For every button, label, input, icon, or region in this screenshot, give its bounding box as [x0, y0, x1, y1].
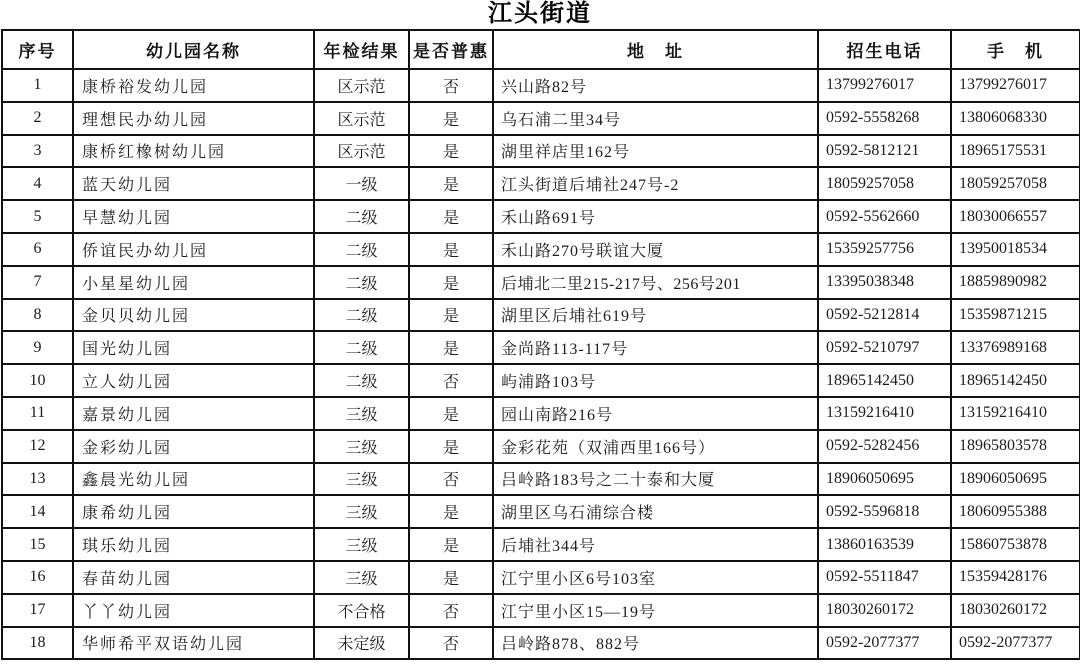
table-row	[2, 299, 1080, 332]
table-row	[2, 528, 1080, 561]
table-cell: 0592-2077377	[951, 627, 1080, 660]
column-header: 是否普惠	[409, 30, 493, 69]
table-cell: 18030066557	[951, 200, 1080, 233]
table-cell: 蓝天幼儿园	[73, 167, 314, 200]
table-cell: 康桥裕发幼儿园	[73, 69, 314, 102]
table-cell: 屿浦路103号	[493, 364, 818, 397]
table-cell: 三级	[314, 397, 409, 430]
table-cell: 0592-5562660	[818, 200, 951, 233]
table-cell: 江宁里小区6号103室	[493, 561, 818, 594]
table-cell: 嘉景幼儿园	[73, 397, 314, 430]
table-cell: 3	[2, 135, 73, 168]
table-cell: 禾山路270号联谊大厦	[493, 233, 818, 266]
table-row	[2, 561, 1080, 594]
table-row	[2, 495, 1080, 528]
table-row	[2, 397, 1080, 430]
table-cell: 二级	[314, 233, 409, 266]
table-cell: 丫丫幼儿园	[73, 594, 314, 627]
table-cell: 是	[409, 528, 493, 561]
table-cell: 后埔社344号	[493, 528, 818, 561]
table-row	[2, 430, 1080, 463]
table-cell: 侨谊民办幼儿园	[73, 233, 314, 266]
column-header: 幼儿园名称	[73, 30, 314, 69]
table-row	[2, 233, 1080, 266]
table-cell: 是	[409, 495, 493, 528]
table-row	[2, 102, 1080, 135]
table-cell: 湖里区后埔社619号	[493, 299, 818, 332]
table-cell: 是	[409, 561, 493, 594]
table-cell: 理想民办幼儿园	[73, 102, 314, 135]
table-cell: 6	[2, 233, 73, 266]
table-cell: 不合格	[314, 594, 409, 627]
table-cell: 11	[2, 397, 73, 430]
table-cell: 是	[409, 200, 493, 233]
table-cell: 0592-5212814	[818, 299, 951, 332]
table-cell: 是	[409, 233, 493, 266]
table-cell: 二级	[314, 299, 409, 332]
table-cell: 春苗幼儿园	[73, 561, 314, 594]
table-cell: 区示范	[314, 69, 409, 102]
table-cell: 康桥红橡树幼儿园	[73, 135, 314, 168]
table-row	[2, 331, 1080, 364]
table-cell: 0592-5596818	[818, 495, 951, 528]
table-cell: 三级	[314, 463, 409, 496]
table-row	[2, 364, 1080, 397]
table-cell: 15860753878	[951, 528, 1080, 561]
table-cell: 17	[2, 594, 73, 627]
table-cell: 5	[2, 200, 73, 233]
table-row	[2, 69, 1080, 102]
table-cell: 0592-5282456	[818, 430, 951, 463]
table-cell: 是	[409, 266, 493, 299]
table-cell: 0592-5210797	[818, 331, 951, 364]
table-cell: 是	[409, 397, 493, 430]
table-cell: 18965142450	[818, 364, 951, 397]
table-cell: 13860163539	[818, 528, 951, 561]
table-cell: 小星星幼儿园	[73, 266, 314, 299]
table-cell: 吕岭路183号之二十泰和大厦	[493, 463, 818, 496]
table-cell: 禾山路691号	[493, 200, 818, 233]
table-cell: 18059257058	[951, 167, 1080, 200]
table-row	[2, 167, 1080, 200]
table-cell: 三级	[314, 561, 409, 594]
table-cell: 10	[2, 364, 73, 397]
table-cell: 0592-5511847	[818, 561, 951, 594]
table-cell: 18965142450	[951, 364, 1080, 397]
table-cell: 是	[409, 135, 493, 168]
table-cell: 9	[2, 331, 73, 364]
table-row	[2, 266, 1080, 299]
table-cell: 康希幼儿园	[73, 495, 314, 528]
table-cell: 18906050695	[951, 463, 1080, 496]
table-cell: 立人幼儿园	[73, 364, 314, 397]
table-cell: 三级	[314, 495, 409, 528]
table-body	[2, 69, 1080, 659]
table-cell: 是	[409, 102, 493, 135]
column-header: 地 址	[493, 30, 818, 69]
table-cell: 湖里区乌石浦综合楼	[493, 495, 818, 528]
table-cell: 13	[2, 463, 73, 496]
table-cell: 18060955388	[951, 495, 1080, 528]
table-cell: 否	[409, 627, 493, 660]
table-row	[2, 627, 1080, 660]
table-row	[2, 135, 1080, 168]
table-cell: 早慧幼儿园	[73, 200, 314, 233]
table-cell: 二级	[314, 200, 409, 233]
table-cell: 13376989168	[951, 331, 1080, 364]
table-cell: 华师希平双语幼儿园	[73, 627, 314, 660]
table-cell: 2	[2, 102, 73, 135]
table-cell: 金贝贝幼儿园	[73, 299, 314, 332]
table-cell: 三级	[314, 430, 409, 463]
table-cell: 14	[2, 495, 73, 528]
table-cell: 4	[2, 167, 73, 200]
table-cell: 13950018534	[951, 233, 1080, 266]
table-cell: 吕岭路878、882号	[493, 627, 818, 660]
table-cell: 15359428176	[951, 561, 1080, 594]
table-cell: 园山南路216号	[493, 397, 818, 430]
table-cell: 是	[409, 167, 493, 200]
table-cell: 乌石浦二里34号	[493, 102, 818, 135]
table-cell: 否	[409, 463, 493, 496]
table-cell: 否	[409, 69, 493, 102]
table-cell: 金尚路113-117号	[493, 331, 818, 364]
table-cell: 15359871215	[951, 299, 1080, 332]
table-row	[2, 463, 1080, 496]
table-cell: 16	[2, 561, 73, 594]
table-cell: 区示范	[314, 135, 409, 168]
table-cell: 18965175531	[951, 135, 1080, 168]
table-cell: 15	[2, 528, 73, 561]
table-cell: 兴山路82号	[493, 69, 818, 102]
table-cell: 金彩花苑（双浦西里166号）	[493, 430, 818, 463]
table-cell: 金彩幼儿园	[73, 430, 314, 463]
table-cell: 否	[409, 594, 493, 627]
page-title: 江头街道	[488, 1, 592, 27]
table-cell: 13799276017	[818, 69, 951, 102]
table-cell: 18965803578	[951, 430, 1080, 463]
table-cell: 0592-5558268	[818, 102, 951, 135]
table-cell: 13799276017	[951, 69, 1080, 102]
table-cell: 是	[409, 331, 493, 364]
column-header: 招生电话	[818, 30, 951, 69]
table-cell: 区示范	[314, 102, 409, 135]
table-cell: 国光幼儿园	[73, 331, 314, 364]
table-cell: 8	[2, 299, 73, 332]
table-cell: 13159216410	[951, 397, 1080, 430]
table-row	[2, 200, 1080, 233]
table-cell: 一级	[314, 167, 409, 200]
table-cell: 0592-2077377	[818, 627, 951, 660]
header-row	[2, 30, 1080, 69]
table-cell: 1	[2, 69, 73, 102]
table-cell: 是	[409, 430, 493, 463]
table-cell: 鑫晨光幼儿园	[73, 463, 314, 496]
table-cell: 0592-5812121	[818, 135, 951, 168]
column-header: 序号	[2, 30, 73, 69]
table-cell: 13159216410	[818, 397, 951, 430]
table-cell: 12	[2, 430, 73, 463]
table-row	[2, 594, 1080, 627]
table-cell: 江头街道后埔社247号-2	[493, 167, 818, 200]
column-header: 手 机	[951, 30, 1080, 69]
table-cell: 二级	[314, 364, 409, 397]
table-cell: 7	[2, 266, 73, 299]
table-cell: 18030260172	[818, 594, 951, 627]
table-cell: 18059257058	[818, 167, 951, 200]
table-cell: 18	[2, 627, 73, 660]
table-cell: 未定级	[314, 627, 409, 660]
table-cell: 江宁里小区15—19号	[493, 594, 818, 627]
table-cell: 二级	[314, 331, 409, 364]
table-cell: 后埔北二里215-217号、256号201	[493, 266, 818, 299]
table-cell: 琪乐幼儿园	[73, 528, 314, 561]
table-cell: 18906050695	[818, 463, 951, 496]
table-cell: 二级	[314, 266, 409, 299]
table-cell: 18030260172	[951, 594, 1080, 627]
kindergarten-table	[1, 29, 1080, 660]
table-cell: 三级	[314, 528, 409, 561]
table-cell: 13806068330	[951, 102, 1080, 135]
table-cell: 13395038348	[818, 266, 951, 299]
table-cell: 否	[409, 364, 493, 397]
table-cell: 18859890982	[951, 266, 1080, 299]
table-cell: 15359257756	[818, 233, 951, 266]
column-header: 年检结果	[314, 30, 409, 69]
table-cell: 湖里祥店里162号	[493, 135, 818, 168]
table-cell: 是	[409, 299, 493, 332]
